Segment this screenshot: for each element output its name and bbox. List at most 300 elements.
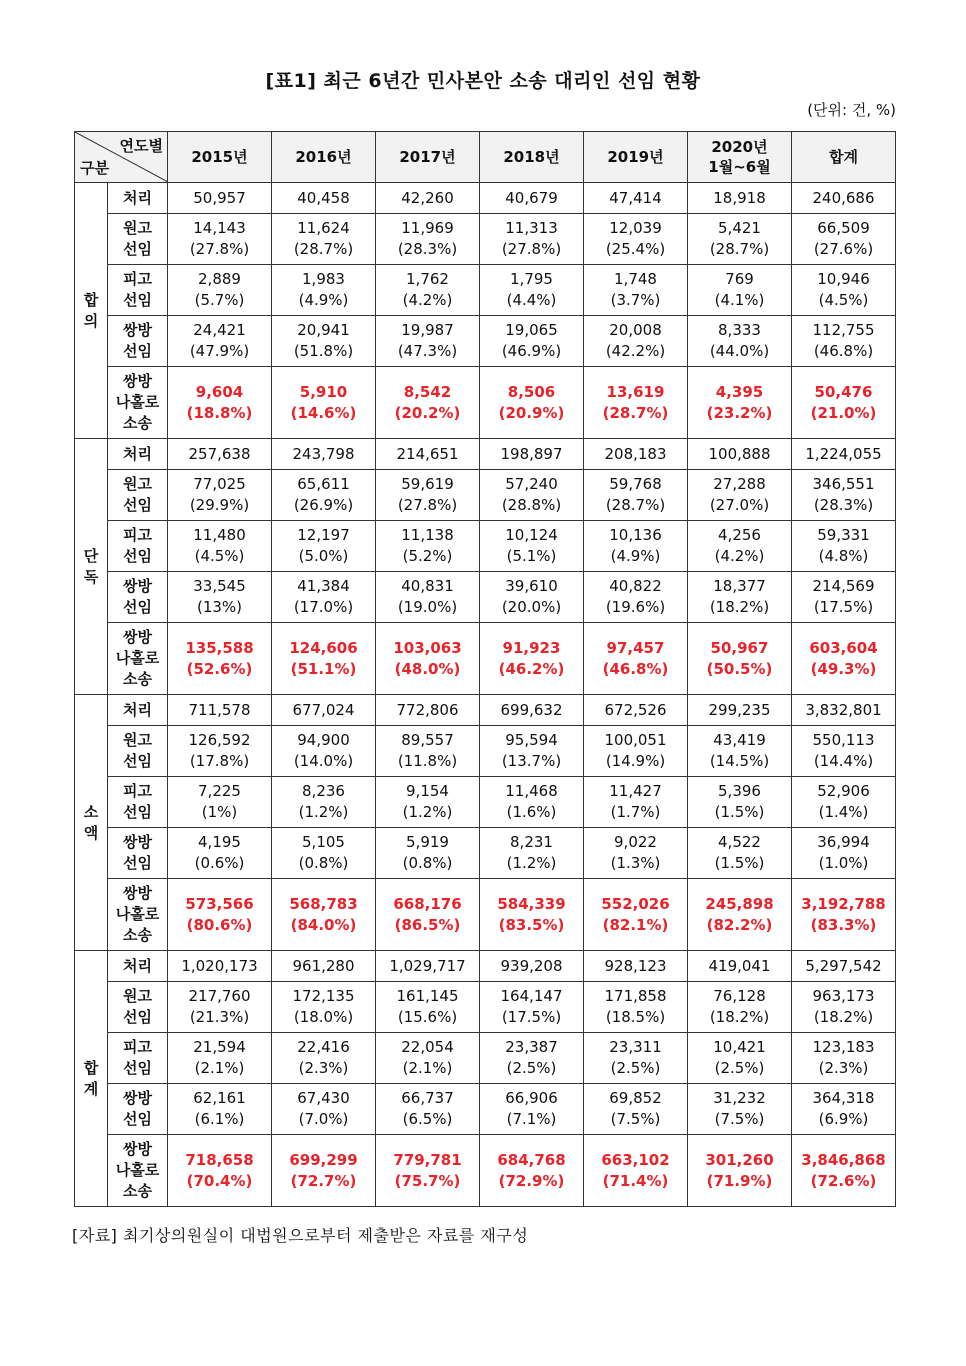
data-cell (272, 828, 376, 879)
cell-value: 3,846,868 (801, 1150, 886, 1169)
data-cell (168, 265, 272, 316)
data-cell (584, 695, 688, 726)
cell-percent: (4.8%) (818, 547, 869, 565)
cell-value: 42,260 (401, 188, 454, 207)
row-label: 처리 (108, 183, 168, 214)
row-label: 쌍방 나홀로 소송 (108, 1135, 168, 1207)
data-cell (688, 367, 792, 439)
data-cell (688, 183, 792, 214)
cell-percent: (14.0%) (293, 752, 354, 770)
cell-value: 76,128 (713, 987, 766, 1005)
cell-percent: (21.0%) (810, 403, 877, 422)
cell-value: 19,987 (401, 321, 454, 339)
cell-percent: (14.9%) (605, 752, 666, 770)
data-cell (792, 367, 896, 439)
cell-value: 928,123 (604, 956, 667, 975)
data-cell (792, 828, 896, 879)
cell-value: 69,852 (609, 1089, 662, 1107)
data-cell (688, 1135, 792, 1207)
cell-value: 5,919 (406, 833, 449, 851)
cell-value: 12,039 (609, 219, 662, 237)
data-cell (584, 572, 688, 623)
group-label (75, 183, 108, 439)
cell-value: 4,256 (718, 526, 761, 544)
data-cell (272, 1033, 376, 1084)
cell-value: 14,143 (193, 219, 246, 237)
cell-value: 11,313 (505, 219, 558, 237)
cell-value: 112,755 (812, 321, 875, 339)
cell-value: 124,606 (289, 638, 358, 657)
data-cell (272, 367, 376, 439)
cell-percent: (1.7%) (610, 803, 661, 821)
cell-value: 20,941 (297, 321, 350, 339)
row-label: 쌍방 나홀로 소송 (108, 367, 168, 439)
data-cell (688, 726, 792, 777)
cell-percent: (51.1%) (290, 659, 357, 678)
cell-value: 8,506 (507, 382, 556, 401)
cell-percent: (13%) (196, 598, 243, 616)
table-row (75, 1084, 896, 1135)
data-cell (584, 1135, 688, 1207)
cell-percent: (0.8%) (298, 854, 349, 872)
cell-value: 10,946 (817, 270, 870, 288)
data-cell (480, 183, 584, 214)
data-cell (376, 265, 480, 316)
cell-percent: (46.2%) (498, 659, 565, 678)
cell-percent: (14.6%) (290, 403, 357, 422)
data-cell (584, 316, 688, 367)
cell-value: 769 (725, 270, 754, 288)
cell-percent: (72.9%) (498, 1171, 565, 1190)
cell-value: 123,183 (812, 1038, 875, 1056)
data-cell (168, 695, 272, 726)
cell-value: 257,638 (188, 444, 251, 463)
table-row (75, 316, 896, 367)
cell-value: 573,566 (185, 894, 254, 913)
cell-value: 50,957 (193, 188, 246, 207)
cell-value: 4,522 (718, 833, 761, 851)
data-cell (688, 879, 792, 951)
data-cell (168, 367, 272, 439)
cell-value: 419,041 (708, 956, 771, 975)
data-cell (584, 879, 688, 951)
cell-value: 552,026 (601, 894, 670, 913)
cell-percent: (0.8%) (402, 854, 453, 872)
data-cell (584, 183, 688, 214)
data-cell (584, 265, 688, 316)
cell-value: 52,906 (817, 782, 870, 800)
row-label: 쌍방 선임 (108, 572, 168, 623)
cell-percent: (17.5%) (813, 598, 874, 616)
row-label: 피고 선임 (108, 521, 168, 572)
cell-value: 603,604 (809, 638, 878, 657)
cell-percent: (4.5%) (818, 291, 869, 309)
cell-value: 135,588 (185, 638, 254, 657)
data-cell (792, 316, 896, 367)
data-cell (168, 777, 272, 828)
data-cell (376, 623, 480, 695)
table-row (75, 777, 896, 828)
cell-percent: (6.9%) (818, 1110, 869, 1128)
cell-percent: (14.5%) (709, 752, 770, 770)
row-label: 처리 (108, 439, 168, 470)
column-header: 2015년 (168, 132, 272, 183)
group-label (75, 695, 108, 951)
group-label-char: 액 (83, 823, 99, 842)
cell-percent: (4.2%) (714, 547, 765, 565)
data-cell (168, 439, 272, 470)
data-cell (168, 1135, 272, 1207)
data-cell (480, 777, 584, 828)
data-cell (792, 879, 896, 951)
cell-value: 4,395 (715, 382, 764, 401)
row-label: 피고 선임 (108, 1033, 168, 1084)
data-cell (376, 1084, 480, 1135)
cell-value: 100,888 (708, 444, 771, 463)
data-cell (584, 777, 688, 828)
cell-value: 126,592 (188, 731, 251, 749)
data-cell (376, 367, 480, 439)
data-cell (792, 1084, 896, 1135)
cell-value: 772,806 (396, 700, 459, 719)
row-label: 피고 선임 (108, 777, 168, 828)
cell-value: 47,414 (609, 188, 662, 207)
data-cell (272, 1084, 376, 1135)
cell-percent: (27.8%) (397, 496, 458, 514)
cell-value: 10,124 (505, 526, 558, 544)
data-cell (480, 214, 584, 265)
cell-percent: (13.7%) (501, 752, 562, 770)
data-cell (376, 726, 480, 777)
cell-percent: (20.2%) (394, 403, 461, 422)
cell-value: 27,288 (713, 475, 766, 493)
data-cell (376, 572, 480, 623)
cell-percent: (28.3%) (813, 496, 874, 514)
data-cell (272, 879, 376, 951)
cell-value: 550,113 (812, 731, 875, 749)
data-cell (480, 1084, 584, 1135)
data-cell (792, 1033, 896, 1084)
data-cell (480, 470, 584, 521)
cell-value: 1,983 (302, 270, 345, 288)
cell-percent: (18.8%) (186, 403, 253, 422)
cell-value: 59,619 (401, 475, 454, 493)
cell-value: 19,065 (505, 321, 558, 339)
data-cell (688, 982, 792, 1033)
cell-percent: (27.6%) (813, 240, 874, 258)
cell-percent: (1.3%) (610, 854, 661, 872)
table-row (75, 439, 896, 470)
data-cell (688, 951, 792, 982)
cell-value: 217,760 (188, 987, 251, 1005)
cell-percent: (7.5%) (610, 1110, 661, 1128)
cell-percent: (4.9%) (610, 547, 661, 565)
table-row (75, 470, 896, 521)
data-cell (480, 726, 584, 777)
table-row (75, 521, 896, 572)
row-label: 쌍방 선임 (108, 316, 168, 367)
data-cell (584, 828, 688, 879)
cell-percent: (15.6%) (397, 1008, 458, 1026)
cell-percent: (5.1%) (506, 547, 557, 565)
data-cell (272, 623, 376, 695)
cell-percent: (4.4%) (506, 291, 557, 309)
cell-value: 40,458 (297, 188, 350, 207)
row-label: 원고 선임 (108, 214, 168, 265)
corner-year-label: 연도별 (119, 137, 163, 155)
data-cell (272, 470, 376, 521)
cell-value: 103,063 (393, 638, 462, 657)
cell-percent: (18.2%) (813, 1008, 874, 1026)
cell-value: 43,419 (713, 731, 766, 749)
cell-value: 346,551 (812, 475, 875, 493)
table-row (75, 265, 896, 316)
cell-value: 663,102 (601, 1150, 670, 1169)
data-cell (168, 316, 272, 367)
cell-percent: (7.0%) (298, 1110, 349, 1128)
data-cell (792, 265, 896, 316)
data-cell (792, 982, 896, 1033)
cell-value: 8,231 (510, 833, 553, 851)
data-cell (792, 726, 896, 777)
row-label: 원고 선임 (108, 470, 168, 521)
cell-value: 5,421 (718, 219, 761, 237)
cell-value: 50,476 (814, 382, 873, 401)
cell-value: 39,610 (505, 577, 558, 595)
cell-value: 684,768 (497, 1150, 566, 1169)
cell-value: 198,897 (500, 444, 563, 463)
cell-value: 21,594 (193, 1038, 246, 1056)
table-row (75, 572, 896, 623)
cell-percent: (82.1%) (602, 915, 669, 934)
data-cell (376, 470, 480, 521)
cell-value: 8,542 (403, 382, 452, 401)
cell-value: 41,384 (297, 577, 350, 595)
cell-value: 172,135 (292, 987, 355, 1005)
cell-value: 672,526 (604, 700, 667, 719)
cell-percent: (0.6%) (194, 854, 245, 872)
data-cell (584, 1084, 688, 1135)
cell-percent: (47.3%) (397, 342, 458, 360)
cell-percent: (27.0%) (709, 496, 770, 514)
cell-value: 40,822 (609, 577, 662, 595)
data-cell (584, 367, 688, 439)
data-cell (480, 439, 584, 470)
data-cell (272, 1135, 376, 1207)
data-cell (688, 439, 792, 470)
data-cell (376, 777, 480, 828)
data-cell (688, 470, 792, 521)
cell-value: 11,624 (297, 219, 350, 237)
cell-value: 3,192,788 (801, 894, 886, 913)
data-cell (792, 470, 896, 521)
column-header: 2020년 1월~6월 (688, 132, 792, 183)
cell-value: 584,339 (497, 894, 566, 913)
row-label: 원고 선임 (108, 982, 168, 1033)
data-cell (688, 623, 792, 695)
data-cell (168, 183, 272, 214)
table-title: [표1] 최근 6년간 민사본안 소송 대리인 선임 현황 (265, 70, 701, 92)
cell-percent: (83.3%) (810, 915, 877, 934)
data-cell (376, 214, 480, 265)
cell-value: 95,594 (505, 731, 558, 749)
cell-value: 66,509 (817, 219, 870, 237)
table-row (75, 367, 896, 439)
corner-header (75, 132, 168, 183)
cell-value: 9,022 (614, 833, 657, 851)
cell-percent: (83.5%) (498, 915, 565, 934)
data-cell (272, 951, 376, 982)
data-cell (480, 1033, 584, 1084)
data-cell (480, 879, 584, 951)
data-cell (792, 521, 896, 572)
cell-value: 171,858 (604, 987, 667, 1005)
column-header: 2018년 (480, 132, 584, 183)
cell-value: 65,611 (297, 475, 350, 493)
data-cell (480, 316, 584, 367)
cell-percent: (18.5%) (605, 1008, 666, 1026)
data-cell (688, 695, 792, 726)
cell-percent: (18.0%) (293, 1008, 354, 1026)
cell-percent: (1%) (201, 803, 238, 821)
cell-percent: (2.5%) (610, 1059, 661, 1077)
table-body (75, 183, 896, 1207)
row-label: 처리 (108, 695, 168, 726)
table-row (75, 214, 896, 265)
cell-percent: (52.6%) (186, 659, 253, 678)
cell-value: 3,832,801 (805, 700, 882, 719)
cell-value: 939,208 (500, 956, 563, 975)
group-label (75, 951, 108, 1207)
cell-value: 57,240 (505, 475, 558, 493)
cell-percent: (14.4%) (813, 752, 874, 770)
cell-percent: (44.0%) (709, 342, 770, 360)
cell-percent: (86.5%) (394, 915, 461, 934)
cell-value: 1,795 (510, 270, 553, 288)
cell-value: 59,768 (609, 475, 662, 493)
data-cell (376, 316, 480, 367)
data-cell (688, 316, 792, 367)
cell-value: 301,260 (705, 1150, 774, 1169)
cell-value: 91,923 (502, 638, 561, 657)
data-cell (168, 1084, 272, 1135)
data-cell (688, 828, 792, 879)
cell-value: 8,236 (302, 782, 345, 800)
data-cell (480, 265, 584, 316)
group-label-char: 소 (83, 802, 99, 821)
cell-percent: (1.0%) (818, 854, 869, 872)
cell-percent: (2.1%) (402, 1059, 453, 1077)
data-cell (168, 623, 272, 695)
cell-value: 245,898 (705, 894, 774, 913)
cell-value: 1,748 (614, 270, 657, 288)
cell-percent: (7.5%) (714, 1110, 765, 1128)
cell-percent: (1.2%) (402, 803, 453, 821)
cell-percent: (17.8%) (189, 752, 250, 770)
row-label: 쌍방 선임 (108, 1084, 168, 1135)
data-cell (584, 623, 688, 695)
cell-percent: (72.7%) (290, 1171, 357, 1190)
cell-percent: (27.8%) (501, 240, 562, 258)
cell-value: 33,545 (193, 577, 246, 595)
cell-percent: (28.7%) (602, 403, 669, 422)
cell-percent: (1.2%) (298, 803, 349, 821)
data-cell (480, 572, 584, 623)
cell-percent: (47.9%) (189, 342, 250, 360)
cell-percent: (2.3%) (298, 1059, 349, 1077)
data-cell (688, 214, 792, 265)
cell-value: 299,235 (708, 700, 771, 719)
cell-percent: (1.5%) (714, 803, 765, 821)
cell-value: 89,557 (401, 731, 454, 749)
cell-value: 18,918 (713, 188, 766, 207)
cell-value: 66,737 (401, 1089, 454, 1107)
row-label: 피고 선임 (108, 265, 168, 316)
cell-value: 779,781 (393, 1150, 462, 1169)
data-cell (584, 439, 688, 470)
data-cell (480, 623, 584, 695)
cell-percent: (46.8%) (813, 342, 874, 360)
cell-percent: (49.3%) (810, 659, 877, 678)
cell-value: 59,331 (817, 526, 870, 544)
cell-value: 4,195 (198, 833, 241, 851)
litigation-table (74, 131, 896, 1207)
data-cell (480, 695, 584, 726)
data-cell (584, 726, 688, 777)
cell-value: 214,569 (812, 577, 875, 595)
cell-percent: (1.5%) (714, 854, 765, 872)
cell-value: 66,906 (505, 1089, 558, 1107)
cell-percent: (25.4%) (605, 240, 666, 258)
data-cell (480, 367, 584, 439)
cell-value: 668,176 (393, 894, 462, 913)
cell-value: 677,024 (292, 700, 355, 719)
cell-value: 5,105 (302, 833, 345, 851)
cell-percent: (29.9%) (189, 496, 250, 514)
table-row (75, 1135, 896, 1207)
cell-percent: (11.8%) (397, 752, 458, 770)
table-row (75, 951, 896, 982)
group-label-char: 의 (83, 311, 99, 330)
cell-value: 963,173 (812, 987, 875, 1005)
cell-percent: (20.0%) (501, 598, 562, 616)
cell-value: 164,147 (500, 987, 563, 1005)
cell-percent: (4.1%) (714, 291, 765, 309)
data-cell (272, 439, 376, 470)
data-cell (792, 183, 896, 214)
cell-percent: (5.7%) (194, 291, 245, 309)
group-label-char: 계 (83, 1079, 99, 1098)
cell-percent: (17.0%) (293, 598, 354, 616)
header-row (75, 132, 896, 183)
data-cell (688, 572, 792, 623)
cell-value: 1,762 (406, 270, 449, 288)
cell-value: 97,457 (606, 638, 665, 657)
column-header: 2017년 (376, 132, 480, 183)
cell-value: 2,889 (198, 270, 241, 288)
data-cell (168, 1033, 272, 1084)
cell-value: 11,468 (505, 782, 558, 800)
data-cell (792, 623, 896, 695)
cell-percent: (75.7%) (394, 1171, 461, 1190)
cell-value: 9,604 (195, 382, 244, 401)
data-cell (480, 521, 584, 572)
cell-value: 568,783 (289, 894, 358, 913)
cell-value: 240,686 (812, 188, 875, 207)
row-label: 쌍방 선임 (108, 828, 168, 879)
cell-percent: (3.7%) (610, 291, 661, 309)
cell-value: 11,969 (401, 219, 454, 237)
